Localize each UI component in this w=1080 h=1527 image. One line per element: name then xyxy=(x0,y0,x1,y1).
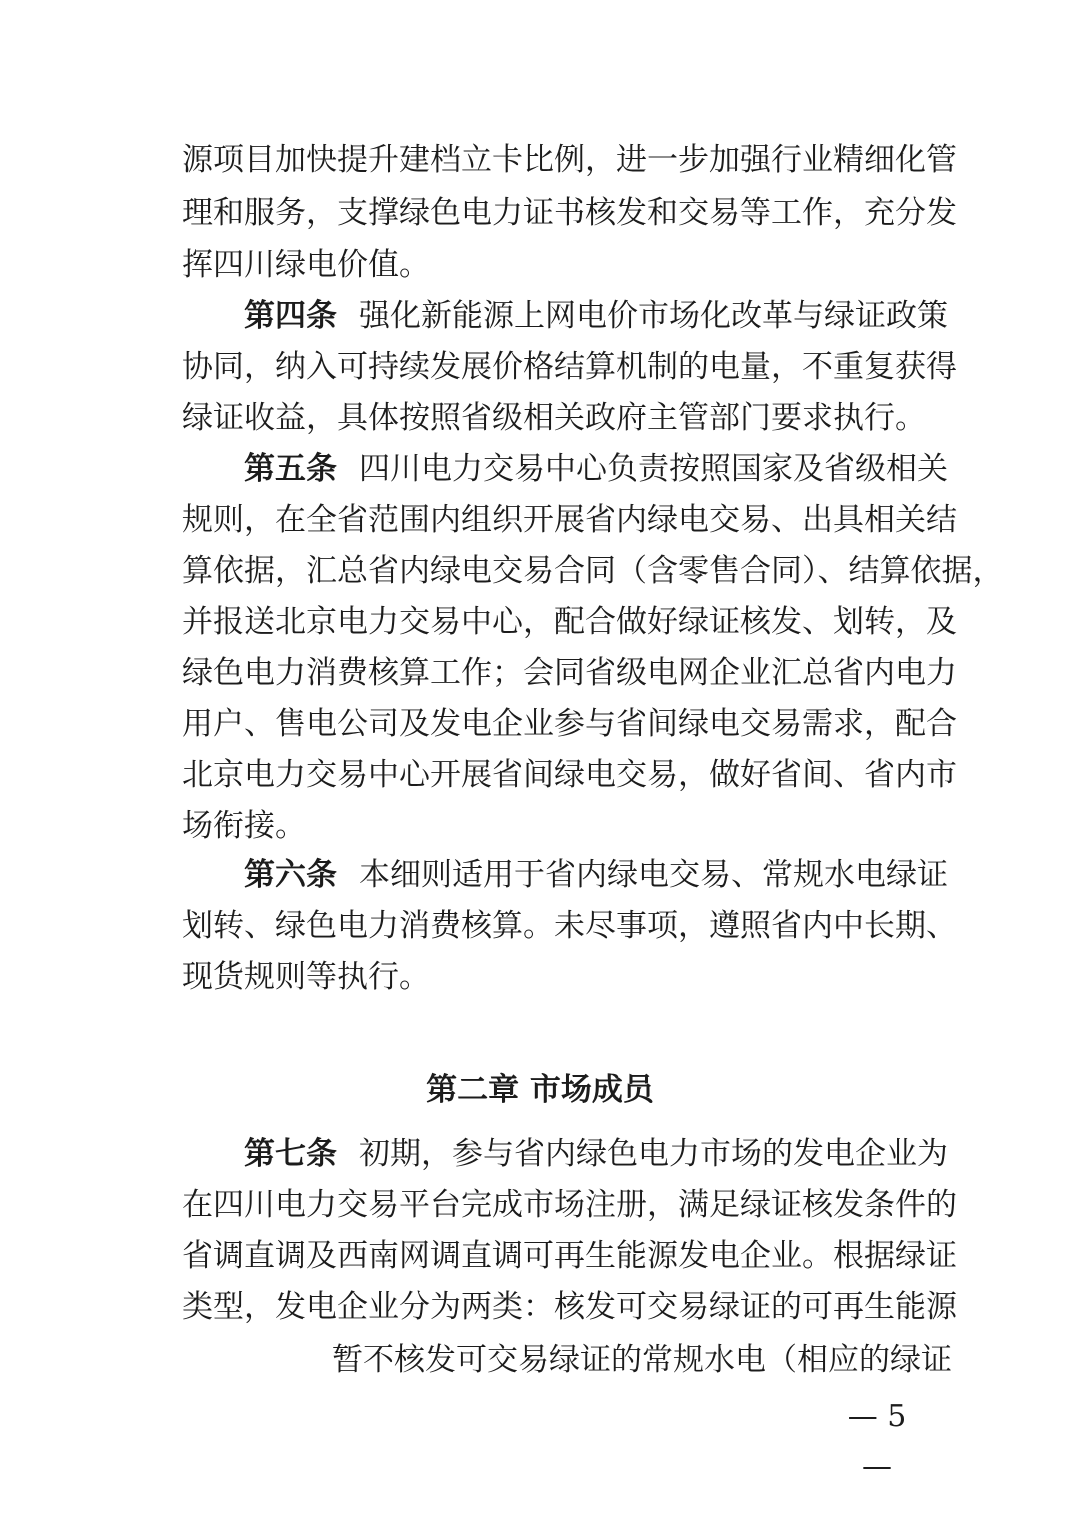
text-line xyxy=(244,1128,948,1180)
article-text: 四川电力交易中心负责按照国家及省级相关 xyxy=(359,451,948,487)
text-line: 在四川电力交易平台完成市场注册，满足绿证核发条件的 xyxy=(182,1187,957,1223)
article-label: 第七条 xyxy=(244,1136,337,1172)
text-line: 北京电力交易中心开展省间绿电交易，做好省间、省内市 xyxy=(182,757,957,793)
article-text: 强化新能源上网电价市场化改革与绿证政策 xyxy=(359,298,948,334)
text-line: 暂不核发可交易绿证的常规水电（相应的绿证 xyxy=(332,1342,952,1378)
text-line: 源项目加快提升建档立卡比例，进一步加强行业精细化管 xyxy=(182,142,957,178)
article-label: 第四条 xyxy=(244,298,337,334)
article-text: 初期，参与省内绿色电力市场的发电企业为 xyxy=(359,1136,948,1172)
text-line: 绿色电力消费核算工作；会同省级电网企业汇总省内电力 xyxy=(182,655,957,691)
text-line: 算依据，汇总省内绿电交易合同（含零售合同）、结算依据， xyxy=(182,553,1004,589)
text-line: 协同，纳入可持续发展价格结算机制的电量，不重复获得 xyxy=(182,349,957,385)
text-line: 场衔接。 xyxy=(182,808,306,844)
text-line: 用户、售电公司及发电企业参与省间绿电交易需求，配合 xyxy=(182,706,957,742)
article-text: 本细则适用于省内绿电交易、常规水电绿证 xyxy=(359,857,948,893)
text-line xyxy=(244,443,948,495)
article-label: 第五条 xyxy=(244,451,337,487)
page-number: — 5 — xyxy=(847,1399,907,1484)
text-line: 划转、绿色电力消费核算。未尽事项，遵照省内中长期、 xyxy=(182,908,957,944)
text-line xyxy=(244,290,948,342)
text-line: 现货规则等执行。 xyxy=(182,959,430,995)
text-line: 类型，发电企业分为两类：核发可交易绿证的可再生能源 xyxy=(182,1289,957,1325)
text-line: 规则，在全省范围内组织开展省内绿电交易、出具相关结 xyxy=(182,502,957,538)
chapter-heading: 第二章 市场成员 xyxy=(426,1072,654,1108)
text-line: 理和服务，支撑绿色电力证书核发和交易等工作，充分发 xyxy=(182,195,957,231)
text-line: 挥四川绿电价值。 xyxy=(182,247,430,283)
text-line: 省调直调及西南网调直调可再生能源发电企业。根据绿证 xyxy=(182,1238,957,1274)
text-line: 并报送北京电力交易中心，配合做好绿证核发、划转，及 xyxy=(182,604,957,640)
article-label: 第六条 xyxy=(244,857,337,893)
text-line xyxy=(244,849,948,901)
text-line: 绿证收益，具体按照省级相关政府主管部门要求执行。 xyxy=(182,400,926,436)
